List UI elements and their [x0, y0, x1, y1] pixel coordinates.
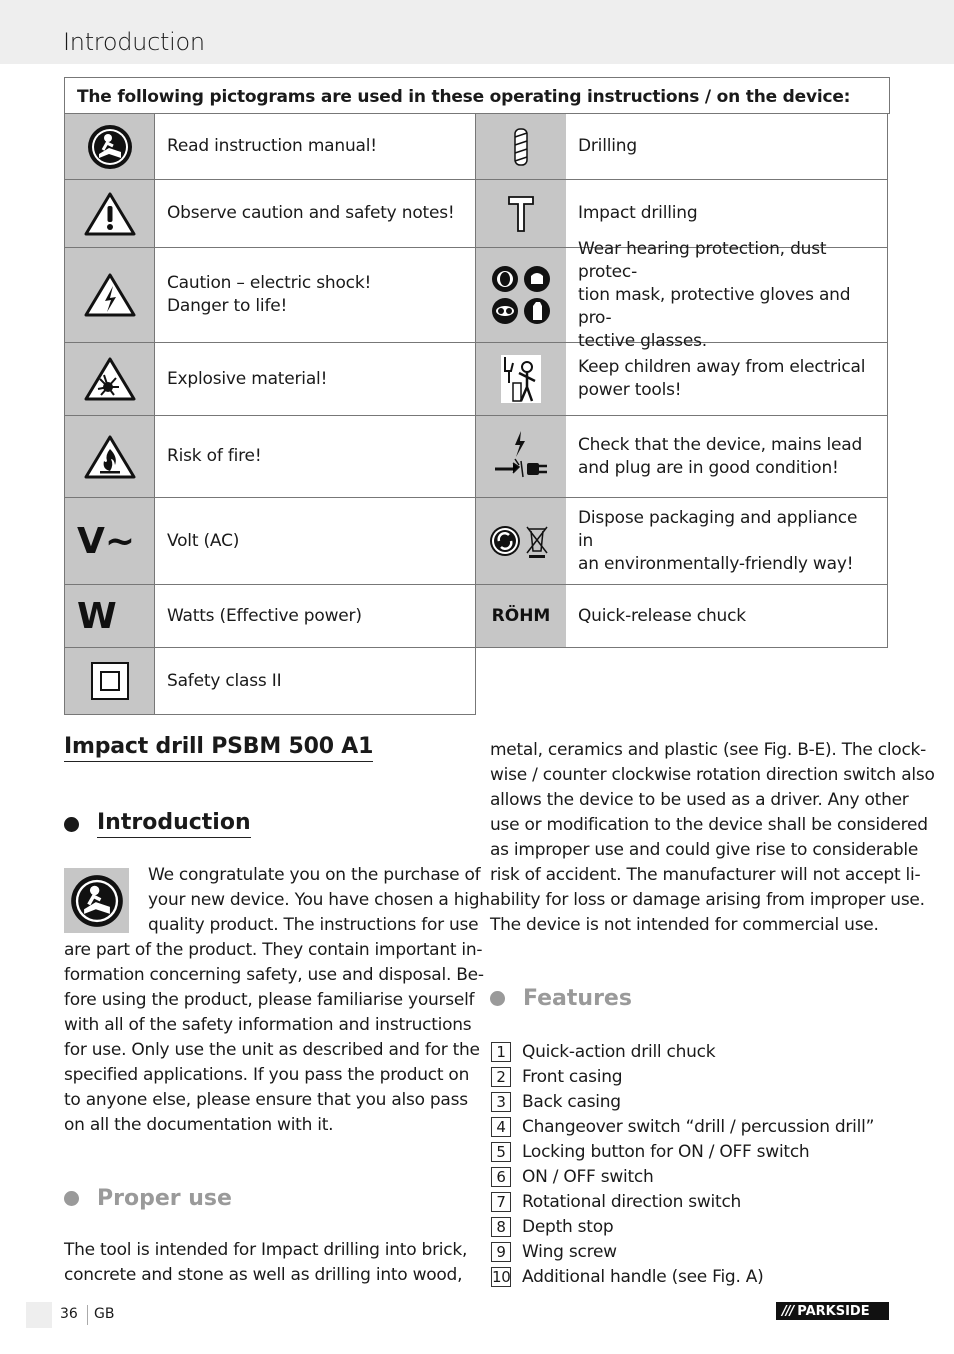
list-item: 8 Depth stop [491, 1214, 874, 1239]
intro-paragraph: are part of the product. They contain important in- formation concerning safety, use and disposal. Be- fore using the product, please familiarise yourself with all of the safety information and instructions for use. Only use the unit as described and for the specified applications. If you pass the product on to anyone else, please ensure that you also pass on all the documentation with it. [64, 940, 484, 1135]
pictogram-label: Volt (AC) [154, 498, 476, 585]
proper-use-paragraph: The tool is intended for Impact drilling into brick, concrete and stone as well as drilling into wood, [64, 1240, 468, 1285]
bullet-icon [490, 991, 505, 1006]
pictogram-label: Quick-release chuck [566, 585, 888, 648]
page-number: 36 [60, 1306, 78, 1322]
table-row [64, 343, 890, 416]
footer-divider [87, 1305, 88, 1325]
drill-bit-icon [476, 114, 566, 180]
pictogram-label: Impact drilling [566, 180, 888, 248]
product-title: Impact drill PSBM 500 A1 [64, 734, 373, 762]
recycle-dispose-icon [476, 498, 566, 585]
section-heading-features: Features [490, 986, 632, 1011]
proper-use-paragraph-continued: metal, ceramics and plastic (see Fig. B-E). The clock- wise / counter clockwise rotation direction switch also allows the device to be used as a driver. Any other use or modification to the device shall be considered as improper use and could give rise to considerable risk of accident. The manufacturer will not accept li- ability for loss or damage arising from improper use. The device is not intended for commercial use. [490, 740, 935, 935]
list-item: 9 Wing screw [491, 1239, 874, 1264]
page-title: Introduction [63, 28, 205, 56]
language-code: GB [94, 1306, 115, 1322]
list-item: 10 Additional handle (see Fig. A) [492, 1266, 764, 1287]
table-row [64, 498, 890, 585]
pictogram-label: Explosive material! [154, 343, 476, 416]
section-heading-introduction: Introduction [64, 810, 251, 838]
pictogram-label: Keep children away from electrical power tools! [566, 343, 888, 416]
footer-marker [26, 1302, 52, 1328]
pictogram-table-caption: The following pictograms are used in these operating instructions / on the device: [64, 77, 890, 114]
pictogram-label: Wear hearing protection, dust protec- tion mask, protective gloves and pro- tective glasses. [566, 248, 888, 343]
section-heading-proper-use: Proper use [64, 1186, 232, 1211]
table-row [64, 238, 890, 351]
table-row [64, 648, 890, 715]
pictogram-label: Risk of fire! [154, 416, 476, 498]
bullet-icon [64, 817, 79, 832]
features-list [491, 1039, 874, 1289]
empty-cell [476, 648, 888, 715]
ppe-icon [476, 248, 566, 343]
pictogram-label: Observe caution and safety notes! [154, 180, 476, 248]
pictogram-label: Read instruction manual! [154, 114, 476, 180]
list-item: 1 Quick-action drill chuck [491, 1039, 874, 1064]
list-item: 7 Rotational direction switch [491, 1189, 874, 1214]
table-row [64, 416, 890, 498]
safety-class-2-icon [64, 648, 154, 715]
explosive-icon [64, 343, 154, 416]
bullet-icon [64, 1191, 79, 1206]
pictogram-label: Caution – electric shock! Danger to life! [154, 248, 476, 343]
pictogram-label: Safety class II [154, 648, 476, 715]
pictogram-label: Dispose packaging and appliance in an environmentally-friendly way! [566, 498, 888, 585]
children-away-icon [476, 343, 566, 416]
fire-icon [64, 416, 154, 498]
pictogram-label: Check that the device, mains lead and plug are in good condition! [566, 416, 888, 498]
list-item: 2 Front casing [491, 1064, 874, 1089]
read-manual-icon [64, 868, 129, 933]
pictogram-table [64, 77, 890, 715]
volt-ac-icon: V~ [64, 498, 154, 585]
intro-paragraph-wrap: We congratulate you on the purchase of your new device. You have chosen a high quality product. The instructions for use [148, 865, 490, 935]
parkside-logo: /// PARKSIDE [776, 1302, 889, 1320]
list-item: 6 ON / OFF switch [491, 1164, 874, 1189]
read-manual-icon [64, 114, 154, 180]
watts-icon: W [64, 585, 154, 648]
list-item: 4 Changeover switch “drill / percussion drill” [491, 1114, 874, 1139]
damaged-plug-icon [476, 416, 566, 498]
electric-shock-icon [64, 248, 154, 343]
rohm-logo-icon: RÖHM [476, 585, 566, 648]
table-row [64, 585, 890, 648]
table-row [64, 114, 890, 180]
pictogram-label: Watts (Effective power) [154, 585, 476, 648]
hammer-icon [476, 180, 566, 248]
caution-triangle-icon [64, 180, 154, 248]
pictogram-label: Drilling [566, 114, 888, 180]
list-item: 5 Locking button for ON / OFF switch [491, 1139, 874, 1164]
list-item: 3 Back casing [491, 1089, 874, 1114]
